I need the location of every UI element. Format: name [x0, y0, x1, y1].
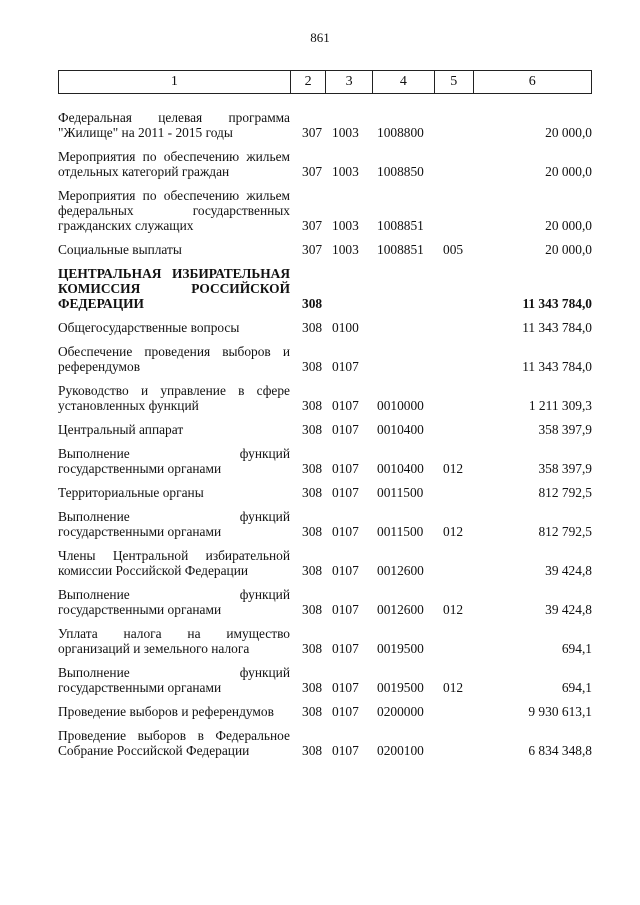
- table-row: [58, 110, 592, 140]
- row-section-code: 0107: [332, 359, 359, 374]
- row-amount: 39 424,8: [545, 563, 592, 578]
- row-article-code: 0012600: [377, 602, 424, 617]
- row-expense-type: 012: [443, 680, 464, 695]
- table-row: [58, 320, 592, 335]
- row-ministry-code: 308: [302, 359, 323, 374]
- row-name: Мероприятия по обеспечению жильем отдельных категорий граждан: [58, 149, 290, 179]
- table-row: [58, 446, 592, 476]
- row-ministry-code: 308: [302, 563, 323, 578]
- row-article-code: 1008850: [377, 164, 424, 179]
- table-row: [58, 704, 592, 719]
- row-name: Территориальные органы: [58, 485, 204, 500]
- row-amount: 20 000,0: [545, 125, 592, 140]
- row-article-code: 0010400: [377, 422, 424, 437]
- row-ministry-code: 307: [302, 164, 323, 179]
- row-article-code: 0011500: [377, 524, 424, 539]
- row-section-code: 1003: [332, 164, 359, 179]
- column-header-row: [59, 71, 592, 94]
- row-amount: 6 834 348,8: [528, 743, 592, 758]
- column-header-6: 6: [473, 71, 591, 94]
- row-name: Общегосударственные вопросы: [58, 320, 240, 335]
- row-ministry-code: 308: [302, 320, 323, 335]
- table-row: [58, 383, 592, 413]
- row-section-code: 0107: [332, 602, 359, 617]
- row-section-code: 0107: [332, 461, 359, 476]
- row-article-code: 0011500: [377, 485, 424, 500]
- row-amount: 20 000,0: [545, 164, 592, 179]
- table-row: [58, 728, 592, 758]
- row-section-code: 0100: [332, 320, 359, 335]
- table-row: [58, 485, 592, 500]
- row-ministry-code: 308: [302, 743, 323, 758]
- row-section-code: 0107: [332, 563, 359, 578]
- row-ministry-code: 307: [302, 218, 323, 233]
- row-amount: 20 000,0: [545, 218, 592, 233]
- row-section-code: 0107: [332, 524, 359, 539]
- row-article-code: 1008851: [377, 218, 424, 233]
- table-row: [58, 188, 592, 233]
- row-ministry-code: 308: [302, 485, 323, 500]
- row-name: Федеральная целевая программа "Жилище" на 2011 - 2015 годы: [58, 110, 290, 140]
- table-row: [58, 422, 592, 437]
- row-amount: 812 792,5: [538, 485, 592, 500]
- row-article-code: 1008851: [377, 242, 424, 257]
- row-name: Члены Центральной избирательной комиссии Российской Федерации: [58, 548, 290, 578]
- row-name: Выполнение функций государственными органами: [58, 446, 290, 476]
- row-section-code: 0107: [332, 485, 359, 500]
- table-row: [58, 626, 592, 656]
- row-section-code: 0107: [332, 422, 359, 437]
- row-name: Выполнение функций государственными органами: [58, 509, 290, 539]
- row-name: Центральный аппарат: [58, 422, 184, 437]
- row-expense-type: 012: [443, 602, 464, 617]
- row-amount: 9 930 613,1: [528, 704, 592, 719]
- row-article-code: 0010400: [377, 461, 424, 476]
- row-ministry-code: 308: [302, 704, 323, 719]
- row-section-code: 0107: [332, 641, 359, 656]
- row-section-code: 0107: [332, 680, 359, 695]
- row-article-code: 0200000: [377, 704, 424, 719]
- row-amount: 39 424,8: [545, 602, 592, 617]
- row-section-code: 1003: [332, 242, 359, 257]
- column-header-5: 5: [435, 71, 474, 94]
- row-ministry-code: 308: [302, 422, 323, 437]
- row-name: ЦЕНТРАЛЬНАЯ ИЗБИРАТЕЛЬНАЯ КОМИССИЯ РОССИЙСКОЙ ФЕДЕРАЦИИ: [58, 266, 290, 311]
- page-number: 861: [310, 30, 330, 45]
- row-ministry-code: 307: [302, 125, 323, 140]
- table-row: [58, 509, 592, 539]
- row-amount: 358 397,9: [538, 461, 592, 476]
- row-section-code: 0107: [332, 743, 359, 758]
- budget-rows: [58, 110, 592, 767]
- row-expense-type: 012: [443, 461, 464, 476]
- table-row: [58, 242, 592, 257]
- row-ministry-code: 308: [302, 641, 323, 656]
- row-name: Социальные выплаты: [58, 242, 182, 257]
- row-amount: 358 397,9: [538, 422, 592, 437]
- row-name: Обеспечение проведения выборов и референдумов: [58, 344, 290, 374]
- row-name: Мероприятия по обеспечению жильем федеральных государственных гражданских служащих: [58, 188, 290, 233]
- row-amount: 11 343 784,0: [522, 296, 592, 311]
- row-section-code: 1003: [332, 218, 359, 233]
- row-name: Руководство и управление в сфере установленных функций: [58, 383, 290, 413]
- row-amount: 694,1: [561, 680, 592, 695]
- row-expense-type: 005: [443, 242, 464, 257]
- table-row: [58, 587, 592, 617]
- row-article-code: 0019500: [377, 641, 424, 656]
- row-amount: 694,1: [561, 641, 592, 656]
- column-header-3: 3: [326, 71, 372, 94]
- column-header-1: 1: [59, 71, 291, 94]
- row-article-code: 1008800: [377, 125, 424, 140]
- row-article-code: 0200100: [377, 743, 424, 758]
- row-name: Проведение выборов и референдумов: [58, 704, 274, 719]
- row-ministry-code: 308: [302, 602, 323, 617]
- column-header-4: 4: [372, 71, 434, 94]
- table-row: [58, 548, 592, 578]
- table-row: [58, 665, 592, 695]
- row-amount: 11 343 784,0: [522, 359, 592, 374]
- row-ministry-code: 308: [302, 398, 323, 413]
- row-article-code: 0012600: [377, 563, 424, 578]
- column-header-2: 2: [290, 71, 326, 94]
- row-ministry-code: 307: [302, 242, 323, 257]
- row-ministry-code: 308: [302, 461, 323, 476]
- row-amount: 1 211 309,3: [528, 398, 592, 413]
- row-section-code: 1003: [332, 125, 359, 140]
- row-name: Проведение выборов в Федеральное Собрание Российской Федерации: [58, 728, 290, 758]
- column-header-table: [58, 70, 592, 94]
- row-ministry-code: 308: [302, 680, 323, 695]
- table-row: [58, 149, 592, 179]
- table-row: [58, 344, 592, 374]
- row-amount: 812 792,5: [538, 524, 592, 539]
- row-article-code: 0010000: [377, 398, 424, 413]
- row-amount: 20 000,0: [545, 242, 592, 257]
- row-article-code: 0019500: [377, 680, 424, 695]
- row-amount: 11 343 784,0: [522, 320, 592, 335]
- row-section-code: 0107: [332, 398, 359, 413]
- row-expense-type: 012: [443, 524, 464, 539]
- row-name: Уплата налога на имущество организаций и земельного налога: [58, 626, 290, 656]
- row-name: Выполнение функций государственными органами: [58, 665, 290, 695]
- row-ministry-code: 308: [302, 524, 323, 539]
- row-ministry-code: 308: [302, 296, 323, 311]
- row-section-code: 0107: [332, 704, 359, 719]
- table-row: [58, 266, 592, 311]
- row-name: Выполнение функций государственными органами: [58, 587, 290, 617]
